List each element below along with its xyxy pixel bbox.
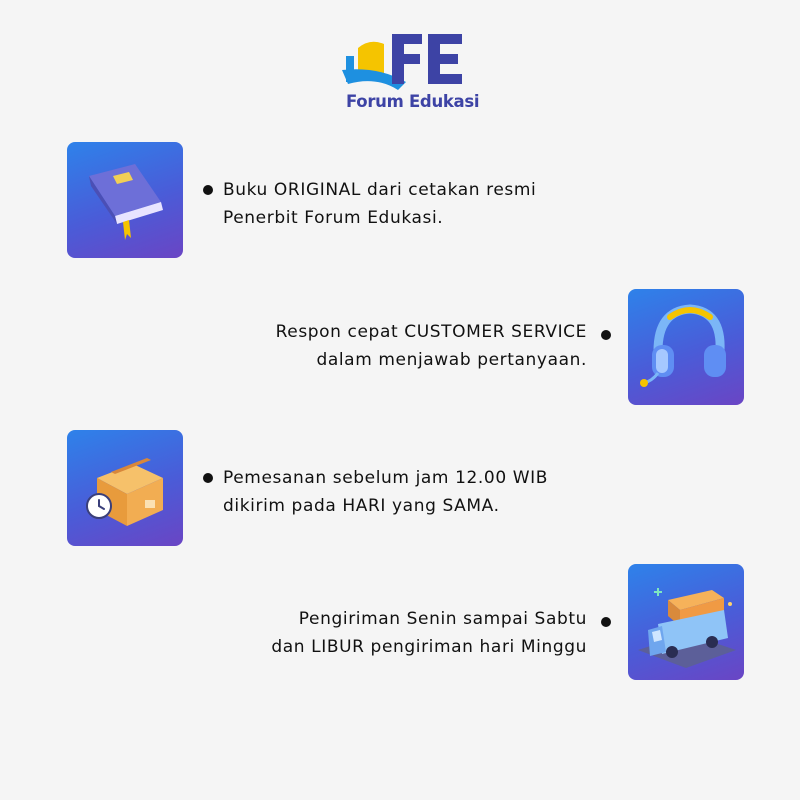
delivery-truck-icon — [628, 564, 744, 680]
feature-original-books — [223, 176, 536, 232]
bullet-1 — [203, 185, 213, 195]
book-tile — [67, 142, 183, 258]
bullet-4 — [601, 617, 611, 627]
feature-4-line-1: Pengiriman Senin sampai Sabtu — [298, 609, 587, 629]
package-clock-icon — [67, 430, 183, 546]
feature-customer-service — [276, 318, 587, 374]
feature-4-line-2: dan LIBUR pengiriman hari Minggu — [271, 637, 587, 657]
logo-mark-icon — [336, 26, 486, 96]
feature-1-line-2: Penerbit Forum Edukasi. — [223, 208, 444, 228]
feature-2-line-1: Respon cepat CUSTOMER SERVICE — [275, 322, 587, 342]
headset-icon — [628, 289, 744, 405]
forum-edukasi-logo — [336, 26, 486, 122]
logo-name: Forum Edukasi — [346, 92, 480, 111]
feature-1-line-1: Buku ORIGINAL dari cetakan resmi — [223, 180, 537, 200]
book-icon — [67, 142, 183, 258]
feature-3-line-2: dikirim pada HARI yang SAMA. — [223, 496, 500, 516]
feature-delivery-days — [271, 605, 587, 661]
bullet-3 — [203, 473, 213, 483]
headset-tile — [628, 289, 744, 405]
feature-2-line-2: dalam menjawab pertanyaan. — [316, 350, 587, 370]
truck-tile — [628, 564, 744, 680]
package-tile — [67, 430, 183, 546]
feature-same-day — [223, 464, 548, 520]
bullet-2 — [601, 330, 611, 340]
feature-3-line-1: Pemesanan sebelum jam 12.00 WIB — [223, 468, 549, 488]
